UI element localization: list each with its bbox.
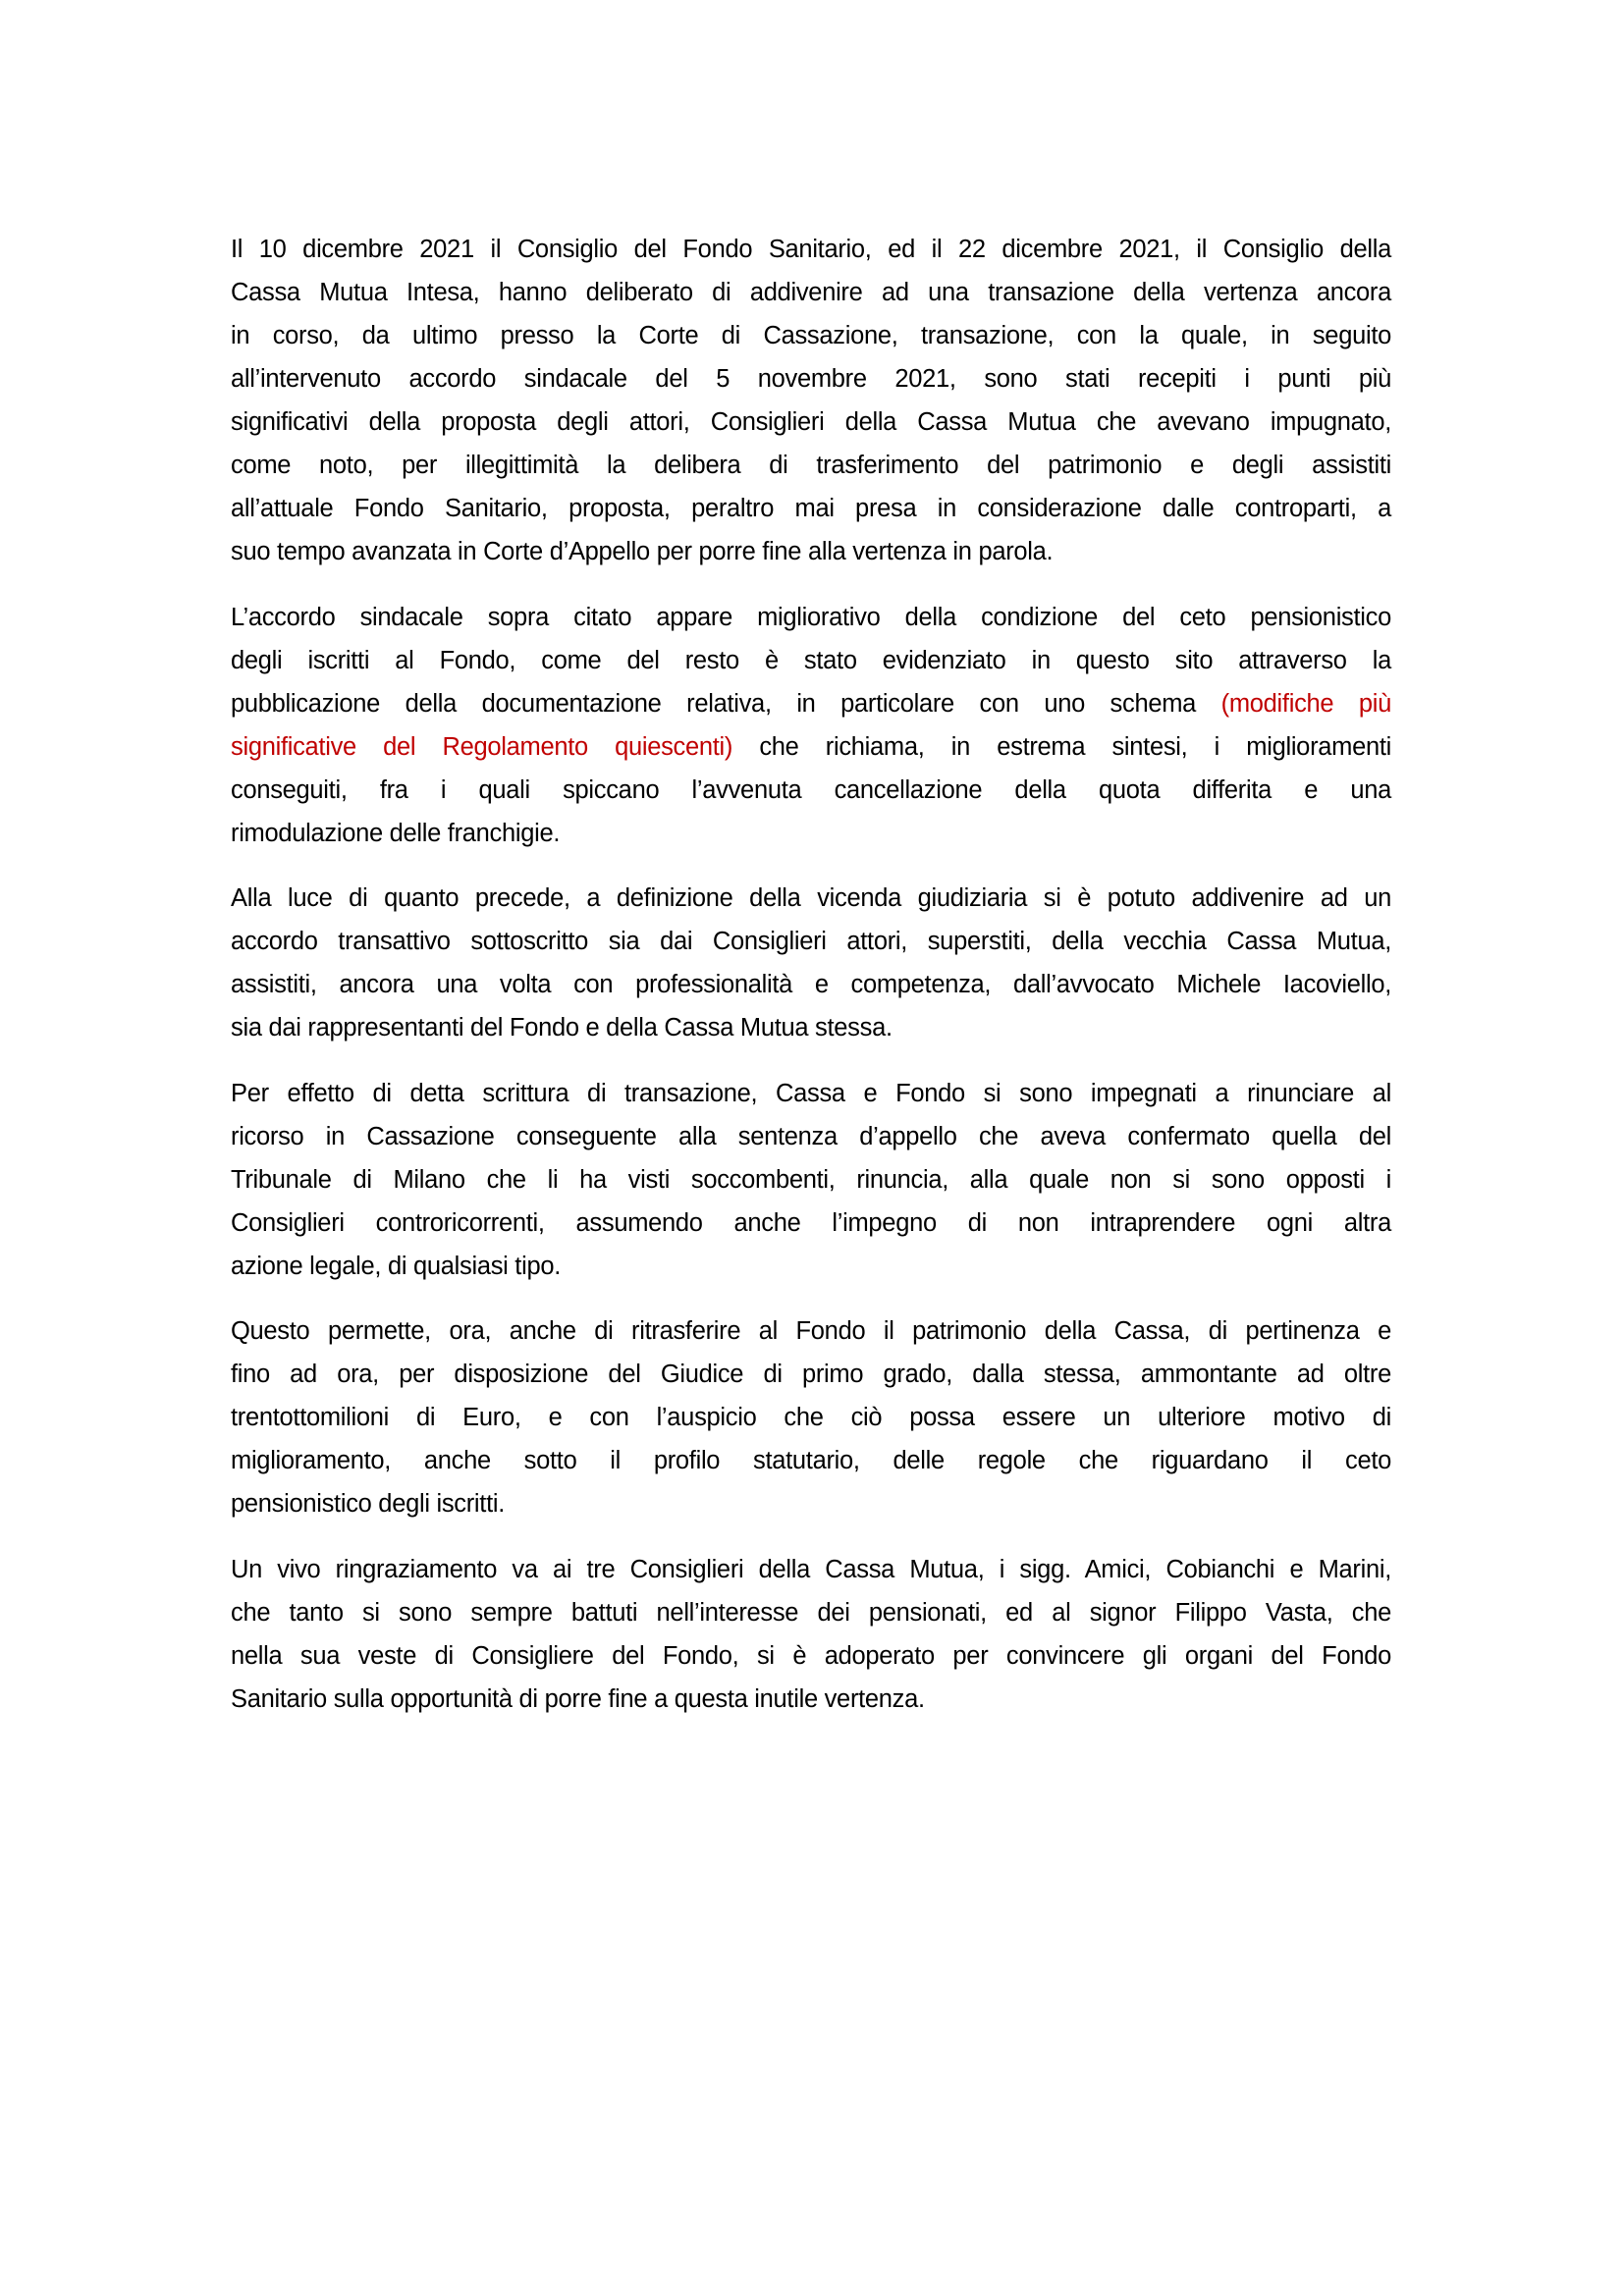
text-line bbox=[231, 1482, 1391, 1525]
text-segment: all’intervenuto accordo sindacale del 5 novembre 2021, sono stati recepiti i punti più bbox=[231, 365, 1391, 393]
text-segment: nella sua veste di Consigliere del Fondo, si è adoperato per convincere gli organi del Fondo bbox=[231, 1641, 1391, 1670]
text-segment: miglioramento, anche sotto il profilo statutario, delle regole che riguardano il ceto bbox=[231, 1447, 1391, 1474]
paragraph bbox=[231, 1548, 1391, 1721]
document-body bbox=[231, 228, 1391, 1742]
text-line bbox=[231, 1353, 1391, 1396]
text-line bbox=[231, 1245, 1391, 1288]
text-segment: trentottomilioni di Euro, e con l’auspicio che ciò possa essere un ulteriore motivo di bbox=[231, 1404, 1391, 1431]
text-line bbox=[231, 1309, 1391, 1353]
text-segment: conseguiti, fra i quali spiccano l’avvenuta cancellazione della quota differita e una bbox=[231, 775, 1391, 804]
text-segment: sia dai rappresentanti del Fondo e della Cassa Mutua stessa. bbox=[231, 1014, 893, 1041]
text-segment: Sanitario sulla opportunità di porre fine a questa inutile vertenza. bbox=[231, 1684, 925, 1713]
text-line bbox=[231, 1158, 1391, 1201]
text-line bbox=[231, 487, 1391, 530]
text-line bbox=[231, 1591, 1391, 1634]
text-segment: Per effetto di detta scrittura di transazione, Cassa e Fondo si sono impegnati a rinunciare al bbox=[231, 1079, 1391, 1107]
text-line bbox=[231, 444, 1391, 487]
text-segment: Cassa Mutua Intesa, hanno deliberato di addivenire ad una transazione della vertenza ancora bbox=[231, 279, 1391, 306]
text-segment: che tanto si sono sempre battuti nell’interesse dei pensionati, ed al signor Filippo Vasta, che bbox=[231, 1598, 1391, 1627]
text-segment: che richiama, in estrema sintesi, i miglioramenti bbox=[732, 732, 1391, 761]
text-segment: L’accordo sindacale sopra citato appare migliorativo della condizione del ceto pensionistico bbox=[231, 603, 1391, 631]
text-segment: Alla luce di quanto precede, a definizione della vicenda giudiziaria si è potuto addivenire ad un bbox=[231, 884, 1391, 912]
text-segment: azione legale, di qualsiasi tipo. bbox=[231, 1252, 561, 1280]
text-line bbox=[231, 1072, 1391, 1115]
paragraph bbox=[231, 1072, 1391, 1288]
paragraph bbox=[231, 877, 1391, 1049]
text-line bbox=[231, 596, 1391, 639]
text-line bbox=[231, 920, 1391, 963]
text-line bbox=[231, 769, 1391, 812]
text-line bbox=[231, 682, 1391, 725]
text-line bbox=[231, 1439, 1391, 1482]
text-line bbox=[231, 1396, 1391, 1439]
text-line bbox=[231, 963, 1391, 1006]
text-segment: Il 10 dicembre 2021 il Consiglio del Fondo Sanitario, ed il 22 dicembre 2021, il Consiglio della bbox=[231, 236, 1391, 263]
text-line bbox=[231, 1006, 1391, 1049]
text-segment: assistiti, ancora una volta con professionalità e competenza, dall’avvocato Michele Iacoviello, bbox=[231, 971, 1391, 998]
text-segment: pubblicazione della documentazione relativa, in particolare con uno schema bbox=[231, 689, 1221, 718]
text-line bbox=[231, 357, 1391, 400]
text-line bbox=[231, 530, 1391, 573]
paragraph bbox=[231, 228, 1391, 573]
text-line bbox=[231, 228, 1391, 271]
text-line bbox=[231, 1634, 1391, 1678]
text-line bbox=[231, 812, 1391, 855]
text-segment: significativi della proposta degli attori, Consiglieri della Cassa Mutua che avevano impugnato, bbox=[231, 408, 1391, 436]
text-segment: come noto, per illegittimità la delibera di trasferimento del patrimonio e degli assistiti bbox=[231, 452, 1391, 479]
paragraph bbox=[231, 596, 1391, 855]
text-line bbox=[231, 400, 1391, 444]
text-segment: Un vivo ringraziamento va ai tre Consiglieri della Cassa Mutua, i sigg. Amici, Cobianchi e Marini, bbox=[231, 1555, 1391, 1583]
text-segment: in corso, da ultimo presso la Corte di Cassazione, transazione, con la quale, in seguito bbox=[231, 322, 1391, 349]
text-segment: rimodulazione delle franchigie. bbox=[231, 819, 561, 847]
text-line bbox=[231, 725, 1391, 769]
text-segment: Questo permette, ora, anche di ritrasferire al Fondo il patrimonio della Cassa, di pertinenza e bbox=[231, 1317, 1391, 1345]
text-segment: Tribunale di Milano che li ha visti soccombenti, rinuncia, alla quale non si sono opposti i bbox=[231, 1165, 1391, 1194]
text-line bbox=[231, 1115, 1391, 1158]
paragraph bbox=[231, 1309, 1391, 1525]
text-segment: Consiglieri controricorrenti, assumendo anche l’impegno di non intraprendere ogni altra bbox=[231, 1208, 1391, 1237]
text-line bbox=[231, 1548, 1391, 1591]
text-segment: fino ad ora, per disposizione del Giudice di primo grado, dalla stessa, ammontante ad oltre bbox=[231, 1361, 1391, 1388]
text-segment: all’attuale Fondo Sanitario, proposta, peraltro mai presa in considerazione dalle controparti, a bbox=[231, 495, 1391, 522]
text-line bbox=[231, 1678, 1391, 1721]
text-line bbox=[231, 639, 1391, 682]
text-segment: degli iscritti al Fondo, come del resto è stato evidenziato in questo sito attraverso la bbox=[231, 646, 1391, 674]
text-segment: accordo transattivo sottoscritto sia dai Consiglieri attori, superstiti, della vecchia Cassa Mutua, bbox=[231, 928, 1391, 955]
text-segment: ricorso in Cassazione conseguente alla sentenza d’appello che aveva confermato quella del bbox=[231, 1122, 1391, 1150]
text-line bbox=[231, 314, 1391, 357]
text-segment: suo tempo avanzata in Corte d’Appello per porre fine alla vertenza in parola. bbox=[231, 538, 1054, 565]
text-line bbox=[231, 271, 1391, 314]
highlighted-text: significative del Regolamento quiescenti) bbox=[231, 732, 733, 761]
text-line bbox=[231, 1201, 1391, 1245]
text-line bbox=[231, 877, 1391, 920]
text-segment: pensionistico degli iscritti. bbox=[231, 1490, 506, 1518]
highlighted-text: (modifiche più bbox=[1220, 689, 1392, 718]
